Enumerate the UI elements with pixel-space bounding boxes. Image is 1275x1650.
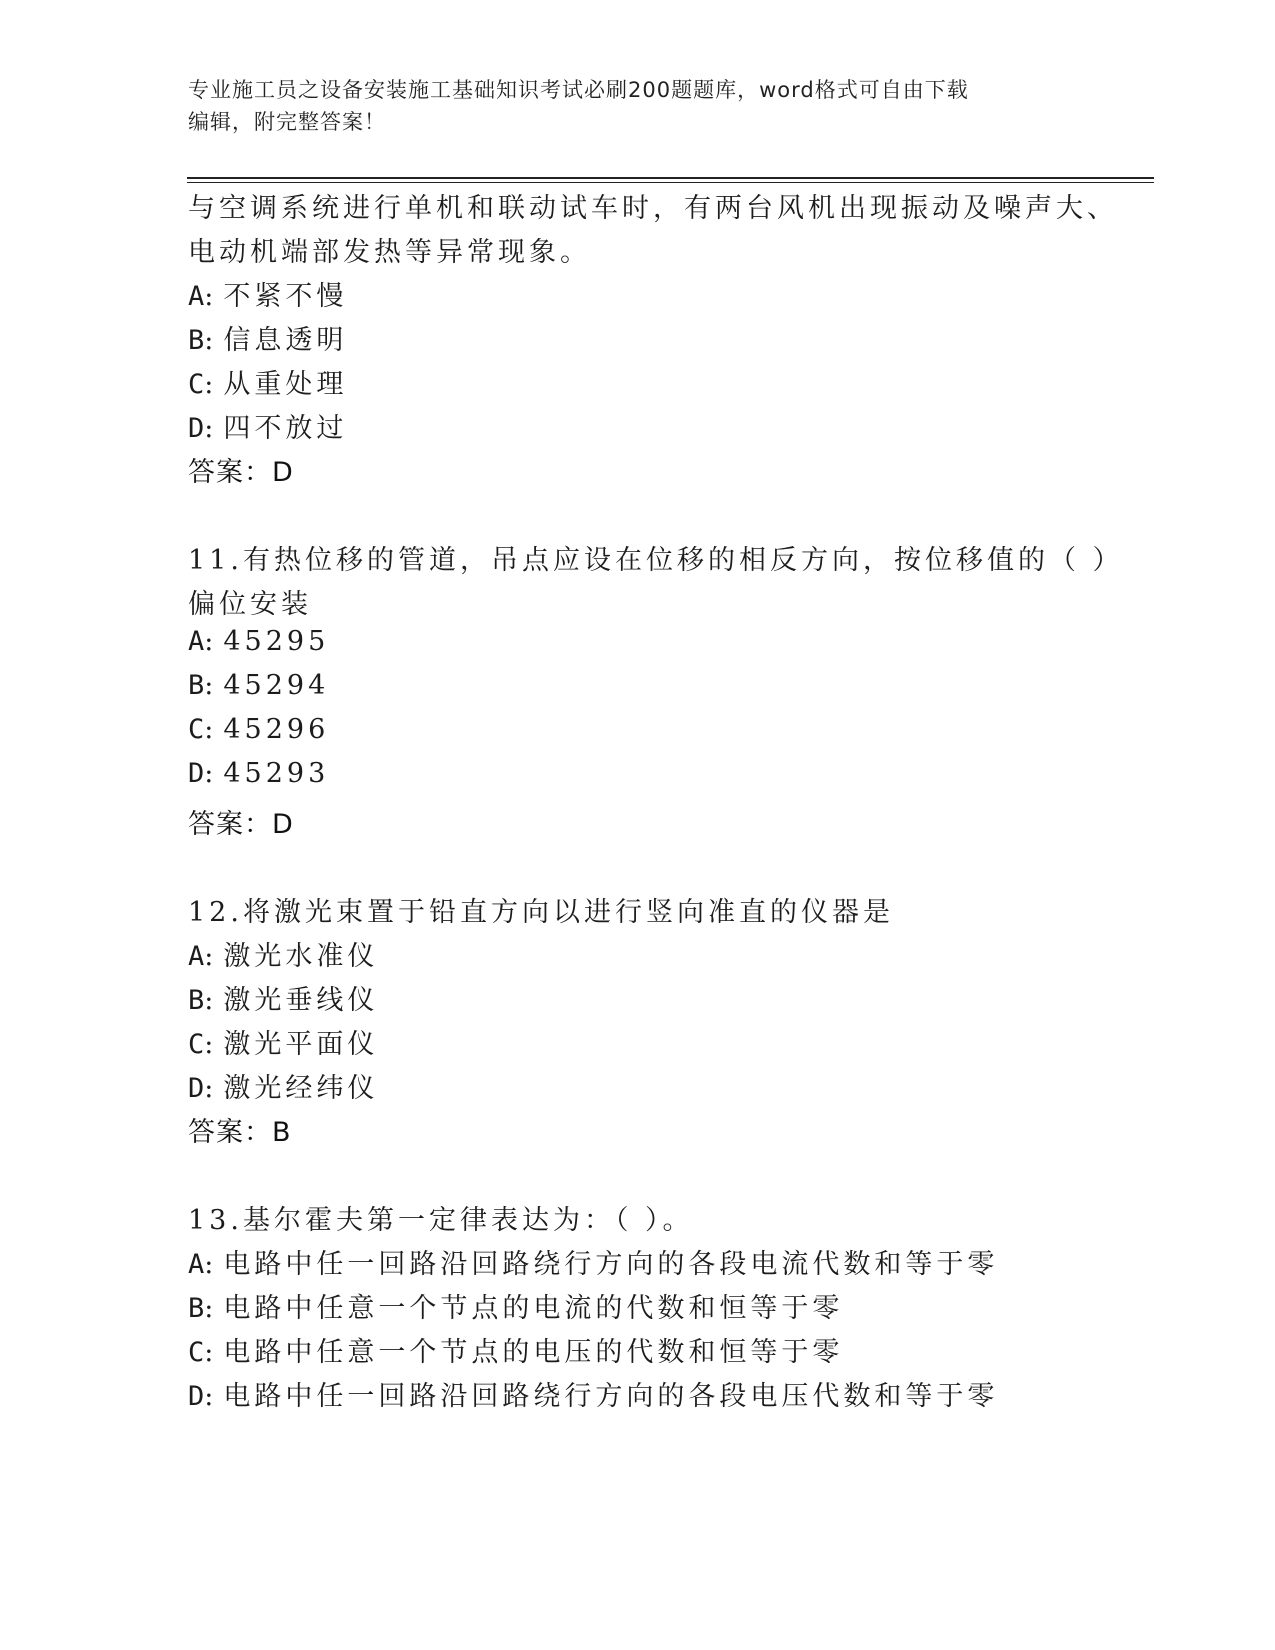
option-separator: :: [204, 281, 214, 312]
option-letter: B: [188, 325, 205, 356]
option-text: 激光水准仪: [223, 941, 379, 972]
document-header: [188, 74, 1088, 138]
q11-answer: 答案：D: [188, 809, 294, 840]
option-letter: A: [188, 626, 205, 657]
option-text: 电路中任意一个节点的电流的代数和恒等于零: [223, 1293, 844, 1324]
q10-option-c: [188, 362, 347, 401]
q13-option-c: [188, 1330, 843, 1369]
header-divider-thick: [187, 177, 1154, 179]
q10-option-b: [188, 318, 347, 357]
q12-stem-line1: 12.将激光束置于铅直方向以进行竖向准直的仪器是: [188, 897, 894, 928]
option-text: 电路中任一回路沿回路绕行方向的各段电压代数和等于零: [223, 1381, 999, 1412]
option-text: 激光垂线仪: [223, 985, 379, 1016]
option-letter: A: [188, 281, 205, 312]
option-letter: B: [188, 985, 205, 1016]
option-letter: A: [188, 941, 205, 972]
option-text: 激光经纬仪: [223, 1073, 379, 1104]
option-letter: B: [188, 1293, 205, 1324]
option-separator: :: [204, 1029, 214, 1060]
q10-option-d: [188, 406, 347, 445]
q10-option-a: [188, 274, 347, 313]
option-separator: :: [204, 985, 214, 1016]
option-text: 电路中任意一个节点的电压的代数和恒等于零: [223, 1337, 844, 1368]
option-letter: D: [188, 758, 205, 789]
option-separator: :: [204, 369, 214, 400]
option-text: 不紧不慢: [223, 281, 348, 312]
q11-option-c: [188, 714, 329, 745]
header-title-line2: 编辑，附完整答案！: [188, 110, 386, 134]
option-separator: :: [204, 1073, 214, 1104]
option-letter: D: [188, 413, 205, 444]
q11-option-d: [188, 758, 329, 789]
option-separator: :: [204, 1249, 214, 1280]
q13-stem-line1: 13.基尔霍夫第一定律表达为：（ ）。: [188, 1205, 694, 1236]
option-separator: :: [204, 714, 214, 745]
q12-option-d: [188, 1066, 378, 1105]
q13-option-d: [188, 1374, 998, 1413]
option-text: 信息透明: [223, 325, 348, 356]
q12-option-c: [188, 1022, 378, 1061]
q11-stem-line2: 偏位安装: [188, 589, 312, 620]
option-letter: A: [188, 1249, 205, 1280]
option-text: 从重处理: [223, 369, 348, 400]
option-letter: D: [188, 1381, 205, 1412]
option-letter: C: [188, 369, 205, 400]
q10-answer: 答案：D: [188, 457, 294, 488]
option-separator: :: [204, 413, 214, 444]
option-letter: C: [188, 714, 205, 745]
option-letter: B: [188, 670, 205, 701]
option-separator: :: [204, 325, 214, 356]
option-text: 电路中任一回路沿回路绕行方向的各段电流代数和等于零: [223, 1249, 999, 1280]
option-separator: :: [204, 626, 214, 657]
header-divider-thin: [187, 182, 1154, 183]
q12-option-a: [188, 934, 378, 973]
option-letter: C: [188, 1029, 205, 1060]
q11-option-b: [188, 670, 329, 701]
option-text: 45293: [223, 758, 330, 789]
option-separator: :: [204, 758, 214, 789]
q13-option-b: [188, 1286, 843, 1325]
option-separator: :: [204, 670, 214, 701]
q12-option-b: [188, 978, 378, 1017]
q11-stem-line1: 11.有热位移的管道，吊点应设在位移的相反方向，按位移值的（ ）: [188, 545, 1124, 576]
option-text: 45294: [223, 670, 330, 701]
option-letter: D: [188, 1073, 205, 1104]
option-separator: :: [204, 1293, 214, 1324]
option-separator: :: [204, 1337, 214, 1368]
option-separator: :: [204, 1381, 214, 1412]
option-text: 激光平面仪: [223, 1029, 379, 1060]
q10-stem-line2: 电动机端部发热等异常现象。: [188, 237, 591, 268]
q13-option-a: [188, 1242, 998, 1281]
option-separator: :: [204, 941, 214, 972]
option-text: 四不放过: [223, 413, 348, 444]
q11-option-a: [188, 626, 329, 657]
q10-stem-line1: 与空调系统进行单机和联动试车时，有两台风机出现振动及噪声大、: [188, 193, 1118, 224]
option-letter: C: [188, 1337, 205, 1368]
header-title-line1: 专业施工员之设备安装施工基础知识考试必刷200题题库，word格式可自由下载: [188, 78, 969, 102]
option-text: 45296: [223, 714, 330, 745]
q12-answer: 答案：B: [188, 1117, 292, 1148]
option-text: 45295: [223, 626, 330, 657]
